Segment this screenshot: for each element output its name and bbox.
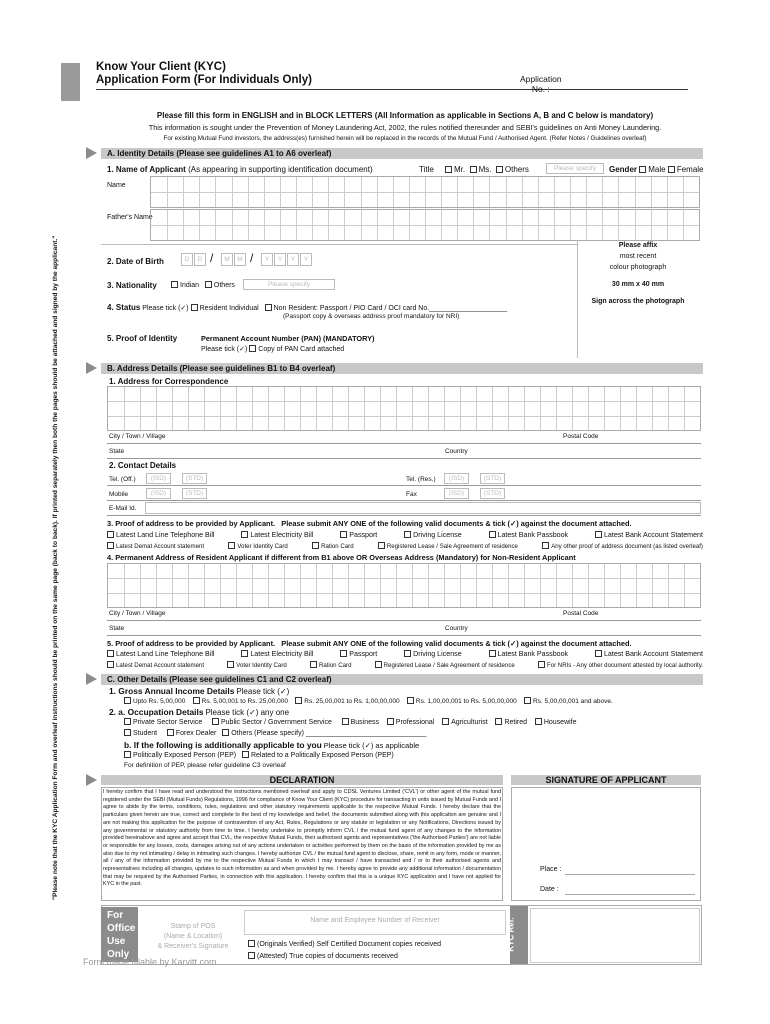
grid-cell-divider [124,564,125,607]
kyc-ref-field[interactable] [530,908,700,963]
grid-cell-divider [140,387,141,430]
proof2-landline-checkbox[interactable] [107,650,114,657]
section-c-marker-icon [86,673,97,685]
header-bar-decoration [61,63,80,101]
income-options: Upto Rs. 5,00,000 Rs. 5,00,001 to Rs. 25,00,000 Rs. 25,00,001 to Rs. 1,00,00,000 Rs. 1,00,00,001 to Rs. 5,00,00,000 Rs. 5,00,00,001 and above. [124,697,613,705]
income-3-checkbox[interactable] [295,697,302,704]
occupation-row: 2. a. Occupation Details Please tick (✓) any one [109,707,290,717]
mobile-label: Mobile [109,491,129,498]
pan-label: Permanent Account Number (PAN) (MANDATORY) [201,334,375,343]
grid-cell-divider [460,564,461,607]
fax-std[interactable]: (STD) [480,488,505,499]
proof2-bank-statement-checkbox[interactable] [595,650,602,657]
office-check-2: (Attested) True copies of documents received [248,952,398,960]
place-line[interactable] [565,874,695,875]
grid-cell-divider [684,564,685,607]
permanent-address-label: 4. Permanent Address of Resident Applicant if different from B1 above OR Overseas Address (Mandatory) for Non-Resident Applicant [107,553,576,562]
instruction-line2: This information is sought under the Prevention of Money Laundering Act, 2002, the rules notified thereunder and SEBI's guidelines on Anti Money Laundering. [148,123,662,132]
postal-code-label: Postal Code [563,433,599,440]
grid-cell-divider [364,387,365,430]
income-5-checkbox[interactable] [524,697,531,704]
grid-cell-divider [524,564,525,607]
income-row: 1. Gross Annual Income Details Please tick (✓) [109,686,290,696]
proof2-passport-checkbox[interactable] [340,650,347,657]
receiver-name-placeholder: Name and Employee Number of Receiver [310,917,440,924]
grid-cell-divider [204,387,205,430]
grid-cell-divider [668,387,669,430]
proof-address-heading: 3. Proof of address to be provided by Applicant. Please submit ANY ONE of the following valid documents & tick (✓) against the document attached. [107,519,632,528]
grid-cell-divider [444,387,445,430]
occ-student-checkbox[interactable] [124,729,131,736]
gender-female-checkbox[interactable] [668,166,675,173]
grid-cell-divider [156,564,157,607]
grid-cell-divider [236,387,237,430]
grid-cell-divider [588,564,589,607]
title-label: Title [419,165,434,174]
proof2-demat-checkbox[interactable] [107,661,114,668]
grid-cell-divider [172,564,173,607]
grid-cell-divider [524,387,525,430]
status-nri-checkbox[interactable] [265,304,272,311]
income-2-checkbox[interactable] [193,697,200,704]
proof-other-checkbox[interactable] [542,542,549,549]
mobile-isd[interactable]: (ISD) [146,488,171,499]
grid-cell-divider [252,387,253,430]
proof2-electricity-checkbox[interactable] [241,650,248,657]
father-name-label: Father's Name [107,214,153,221]
originals-verified-checkbox[interactable] [248,940,255,947]
proof-demat-checkbox[interactable] [107,542,114,549]
tel-off-std[interactable]: (STD) [182,473,207,484]
grid-cell-divider [156,387,157,430]
grid-cell-divider [412,387,413,430]
nationality-label: 3. Nationality [107,281,157,290]
grid-cell-divider [316,564,317,607]
nationality-options: Indian Others [171,281,235,289]
grid-cell-divider [508,564,509,607]
grid-cell-divider [348,387,349,430]
divider [107,443,701,444]
grid-cell-divider [140,564,141,607]
occ-housewife-checkbox[interactable] [535,718,542,725]
grid-cell-divider [684,387,685,430]
pep-related-checkbox[interactable] [242,751,249,758]
proof-lease-checkbox[interactable] [378,542,385,549]
nationality-specify-field[interactable]: Please specify [243,279,335,290]
proof-voter-checkbox[interactable] [228,542,235,549]
title-others-checkbox[interactable] [496,166,503,173]
grid-cell-divider [188,387,189,430]
grid-cell-divider [620,387,621,430]
grid-cell-divider [300,387,301,430]
grid-cell-divider [668,564,669,607]
status-note: (Passport copy & overseas address proof mandatory for NRI) [283,313,460,320]
grid-cell-divider [572,564,573,607]
proof2-lease-checkbox[interactable] [375,661,382,668]
office-check-1: (Originals Verified) Self Certified Document copies received [248,940,441,948]
grid-cell-divider [172,387,173,430]
fax-label: Fax [406,491,417,498]
occ-professional-checkbox[interactable] [387,718,394,725]
status-row: 4. Status Please tick (✓) Resident Individual Non Resident: Passport / PIO Card / OCI card No.____________________ [107,303,508,312]
grid-cell-divider [508,387,509,430]
tel-res-std[interactable]: (STD) [480,473,505,484]
divider [107,620,701,621]
grid-cell-divider [252,564,253,607]
divider [107,500,701,501]
proof-passbook-checkbox[interactable] [489,531,496,538]
occ-business-checkbox[interactable] [342,718,349,725]
name-label: Name [107,182,126,189]
proof2-ration-checkbox[interactable] [310,661,317,668]
application-number-field[interactable] [580,70,695,92]
application-number-label: Application No. : [520,74,562,94]
grid-cell-divider [652,564,653,607]
correspondence-address-grid[interactable] [107,386,701,431]
grid-cell-divider [636,564,637,607]
city-label-2: City / Town / Village [109,610,166,617]
grid-cell-divider [220,387,221,430]
pep-note: For definition of PEP, please refer guideline C3 overleaf [124,762,286,769]
postal-code-label-2: Postal Code [563,610,599,617]
occ-others-checkbox[interactable] [222,729,229,736]
grid-cell-divider [236,564,237,607]
divider [107,515,701,516]
tel-res-label: Tel. (Res.) [406,476,436,483]
grid-cell-divider [284,387,285,430]
proof-address2-row1: Latest Land Line Telephone Bill Latest Electricity Bill Passport Driving License Latest Bank Passbook Latest Bank Account Statement [107,650,703,658]
name-of-applicant-row [107,165,373,174]
section-a-marker-icon [86,147,97,159]
grid-cell-divider [124,387,125,430]
proof-bank-statement-checkbox[interactable] [595,531,602,538]
state-label-2: State [109,625,125,632]
date-label: Date : [540,886,559,893]
grid-cell-divider [588,387,589,430]
divider [101,244,578,245]
grid-cell-divider [540,387,541,430]
side-note: "Please note that the KYC Application Form and overleaf instructions should be printed on the same page (back to back). If printed separately then both the pages should be attached and signed by the applicant." [52,235,59,900]
grid-cell-divider [284,564,285,607]
tel-off-isd[interactable]: (ISD) [146,473,171,484]
divider [107,635,701,636]
proof2-nri-checkbox[interactable] [538,661,545,668]
nationality-others-checkbox[interactable] [205,281,212,288]
grid-cell-divider [556,387,557,430]
attested-copies-checkbox[interactable] [248,952,255,959]
grid-row-divider [108,593,700,594]
grid-cell-divider [220,564,221,607]
grid-cell-divider [636,387,637,430]
instruction-line3: For existing Mutual Fund investors, the address(es) furnished herein will be replaced in the records of the Mutual Fund / Authorised Agent. (Refer Notes / Guidelines overleaf) [163,135,647,142]
divider [107,458,701,459]
pep-checkbox[interactable] [124,751,131,758]
grid-row-divider [151,225,699,226]
income-1-checkbox[interactable] [124,697,131,704]
grid-cell-divider [332,564,333,607]
father-name-grid[interactable] [150,209,700,241]
grid-cell-divider [572,387,573,430]
tel-off-label: Tel. (Off.) [109,476,136,483]
occ-agriculturist-checkbox[interactable] [442,718,449,725]
proof-passport-checkbox[interactable] [340,531,347,538]
status-resident-checkbox[interactable] [191,304,198,311]
grid-cell-divider [316,387,317,430]
office-use-label: For Office Use Only [101,907,138,962]
grid-row-divider [108,578,700,579]
income-4-checkbox[interactable] [407,697,414,704]
section-b-marker-icon [86,362,97,374]
divider [577,240,578,358]
nationality-indian-checkbox[interactable] [171,281,178,288]
section-b-heading: B. Address Details (Please see guidelines B1 to B4 overleaf) [101,363,703,374]
proof-electricity-checkbox[interactable] [241,531,248,538]
grid-cell-divider [604,564,605,607]
grid-row-divider [108,401,700,402]
proof-address-row1: Latest Land Line Telephone Bill Latest Electricity Bill Passport Driving License Latest Bank Passbook Latest Bank Account Statement [107,531,703,539]
contact-details-label: 2. Contact Details [109,461,177,470]
mobile-std[interactable]: (STD) [182,488,207,499]
grid-cell-divider [492,564,493,607]
grid-row-divider [108,416,700,417]
permanent-address-grid[interactable] [107,563,701,608]
instruction-line1: Please fill this form in ENGLISH and in BLOCK LETTERS (All Information as applicable in Sections A, B and C below is mandatory) [156,111,654,120]
grid-cell-divider [428,564,429,607]
grid-cell-divider [364,564,365,607]
occ-private-checkbox[interactable] [124,718,131,725]
grid-cell-divider [652,387,653,430]
grid-cell-divider [396,564,397,607]
country-label-2: Country [445,625,468,632]
grid-cell-divider [476,564,477,607]
title-options: Mr. Ms. Others [445,165,529,174]
declaration-heading: DECLARATION [101,775,503,785]
grid-cell-divider [204,564,205,607]
proof-ration-checkbox[interactable] [312,542,319,549]
title-ms-checkbox[interactable] [470,166,477,173]
gender-male-checkbox[interactable] [639,166,646,173]
proof-landline-checkbox[interactable] [107,531,114,538]
grid-cell-divider [460,387,461,430]
signature-heading: SIGNATURE OF APPLICANT [511,775,701,785]
grid-cell-divider [412,564,413,607]
pos-stamp-placeholder: Stamp of POS (Name & Location) & Receiver's Signature [157,923,229,950]
declaration-text: I hereby confirm that I have read and understood the instructions mentioned overleaf and apply to CDSL Ventures Limited ('CVL') or other agent of the mutual fund registered under the SEBI (Mutual Funds) Regulations, 1996 for compliance of Know Your Client (KYC) procedure for transacting in units issued by Mutual Funds and I agree to abide by the terms, conditions, rules, regulations and other statutory requirements applicable to the respective Mutual Funds. I hereby declare that the particulars given herein are true, correct and complete to the best of my knowledge and belief, the documents submitted along with this application are genuine and I am not making this application for the purpose of contravention of any Act, Rules, Regulations or any statute or legislation or any Notifications, Directions issued by any governmental or statutory authority from time to time. I hereby undertake to promptly inform CVL / the mutual fund agent of any changes to the information provided hereinabove and agree and accept that CVL, the respective Mutual Funds, their authorised agents and representatives ('the Authorised Parties') are not liable or responsible for any losses, costs, damages arising out of any actions undertaken or activities performed by them on the basis of the information provided by me as also due to my not intimating / delay in intimating such changes. I hereby authorize CVL / the mutual fund agent to disclose, share, remit in any form, mode or manner, all / any of the information provided by me to the respective Mutual Funds in which I may transact / have transacted and / or to their authorised agents and representatives including all changes, updates to such information as and when provided by me. I hereby agree to provide any additional information / documentation that may be required by the Authorised Parties, in connection with this application. I hereby confirm that this is a unique KYC application and I have not applied for KYC in the past. [103,789,501,888]
photo-area: Please affix most recent colour photograph 30 mm x 40 mm Sign across the photograph [591,242,685,305]
gender-row: Gender Male Female [609,165,704,174]
pep-question-row: b. If the following is additionally applicable to you Please tick (✓) as applicable [124,740,420,750]
address-correspondence-label: 1. Address for Correspondence [109,377,229,386]
occupation-options-row1: Private Sector Service Public Sector / Government Service Business Professional Agriculturist Retired Housewife [124,718,577,726]
watermark: Form made fillable by Karvitt.com [83,957,217,967]
divider [107,485,701,486]
occ-public-checkbox[interactable] [212,718,219,725]
grid-cell-divider [540,564,541,607]
occ-forex-checkbox[interactable] [167,729,174,736]
state-label: State [109,448,125,455]
grid-cell-divider [476,387,477,430]
grid-cell-divider [604,387,605,430]
proof-license-checkbox[interactable] [404,531,411,538]
title-mr-checkbox[interactable] [445,166,452,173]
proof2-license-checkbox[interactable] [404,650,411,657]
section-c-heading: C. Other Details (Please see guidelines C1 and C2 overleaf) [101,674,703,685]
section-a-heading: A. Identity Details (Please see guidelines A1 to A6 overleaf) [101,148,703,159]
grid-cell-divider [332,387,333,430]
dob-label: 2. Date of Birth [107,257,164,266]
grid-cell-divider [300,564,301,607]
proof-address-row2: Latest Demat Account statement Voter Identity Card Ration Card Registered Lease / Sale Agreement of residence Any other proof of address document (as listed overleaf) [107,542,703,550]
form-title-line2: Application Form (For Individuals Only) [96,74,312,86]
occ-retired-checkbox[interactable] [495,718,502,725]
grid-cell-divider [620,564,621,607]
pep-options: Politically Exposed Person (PEP) Related to a Politically Exposed Person (PEP) [124,751,394,759]
city-label: City / Town / Village [109,433,166,440]
q-name-label: 1. Name of Applicant [107,165,186,174]
declaration-box [101,787,503,901]
grid-cell-divider [396,387,397,430]
grid-cell-divider [348,564,349,607]
grid-cell-divider [444,564,445,607]
pan-copy-checkbox[interactable] [249,345,256,352]
proof-address-heading-2: 5. Proof of address to be provided by Applicant. Please submit ANY ONE of the following valid documents & tick (✓) against the document attached. [107,639,632,648]
email-field[interactable] [145,502,701,514]
grid-cell-divider [268,564,269,607]
fax-isd[interactable]: (ISD) [444,488,469,499]
name-grid[interactable] [150,176,700,208]
tel-res-isd[interactable]: (ISD) [444,473,469,484]
proof2-voter-checkbox[interactable] [227,661,234,668]
title-specify-field[interactable]: Please specify [546,163,604,174]
date-line[interactable] [565,894,695,895]
email-label: E-Mail Id. [109,505,137,512]
grid-cell-divider [188,564,189,607]
pan-row: Please tick (✓) Copy of PAN Card attached [201,346,345,353]
place-label: Place : [540,866,562,873]
grid-cell-divider [380,387,381,430]
grid-cell-divider [492,387,493,430]
grid-cell-divider [556,564,557,607]
proof-address2-row2: Latest Demat Account statement Voter Identity Card Ration Card Registered Lease / Sale Agreement of residence For NRIs - Any other document attested by local authority. [107,661,703,669]
q-name-hint: (As appearing in supporting identification document) [188,165,373,174]
signature-box[interactable] [511,787,701,901]
form-title-line1: Know Your Client (KYC) [96,61,226,73]
grid-cell-divider [428,387,429,430]
proof-identity-label: 5. Proof of Identity [107,334,178,343]
declaration-marker-icon [86,774,97,786]
country-label: Country [445,448,468,455]
grid-row-divider [151,192,699,193]
proof2-passbook-checkbox[interactable] [489,650,496,657]
kyc-ref-label: KYC Ref. [510,906,528,964]
grid-cell-divider [268,387,269,430]
occupation-options-row2: Student Forex Dealer Others (Please specify) _______________________________ [124,729,427,737]
grid-cell-divider [380,564,381,607]
